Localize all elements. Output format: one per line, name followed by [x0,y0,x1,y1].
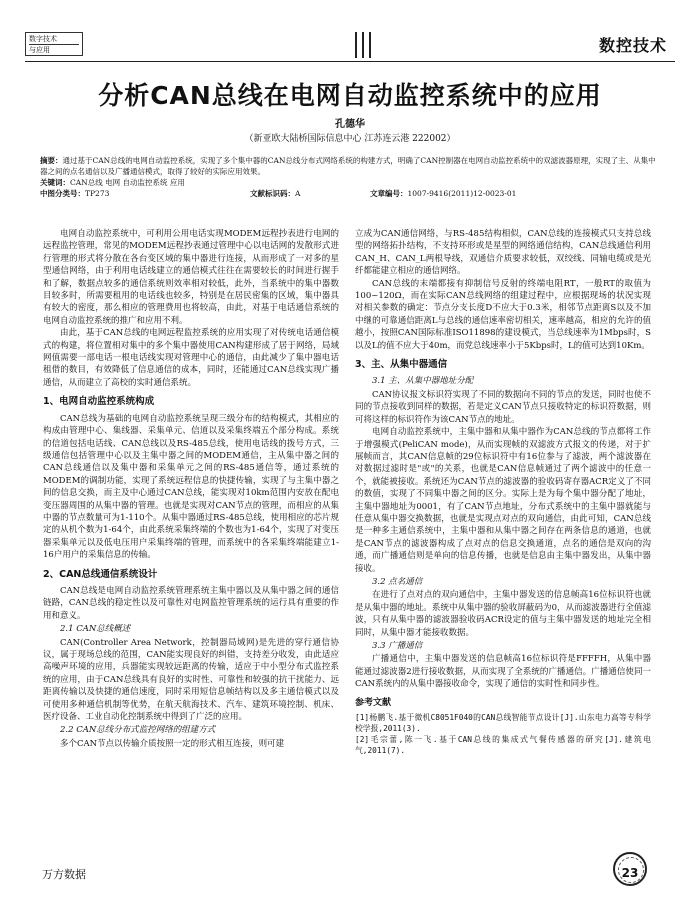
classification-row [40,188,660,199]
abstract [40,155,660,188]
section-title: 数控技术 [598,36,667,55]
paragraph: 立成为CAN通信网络，与RS-485结构相似，CAN总线的连接模式只支持总线型的网络拓扑结构，不支持环形或是星型的网络通信结构，CAN总线通信利用CAN_H、CAN_L两根导线，双通信介质要求较低，双绞线、同轴电缆或是光纤都能建立相应的通信网络。 [355,229,651,277]
affiliation: （新亚欧大陆桥国际信息中心 江苏连云港 222002） [244,134,456,144]
paragraph: CAN协议报文标识符实现了不同的数据向不同的节点的发送，同时也使不同的节点接收到同样的数据，若是定义CAN节点只接收特定的标识符数据，则可将这样的标识符作为该CAN节点的地址。 [355,389,651,425]
reference-item: [2]毛宗蕾,陈一飞.基于CAN总线的集成式气餐传感器的研究[J].建筑电气,2011(7). [355,735,651,756]
section-heading: 1、电网自动监控系统构成 [43,396,155,408]
paragraph: 在进行了点对点的双向通信中，主集中器发送的信息帧高16位标识符也就是从集中器的地址。系统中从集中器的验收屏蔽码为0，从而滤波器进行全值滤波，只有从集中器的滤波器验收码ACR设定的值与主集中器发送的地址完全相同时，从集中器才能接收数据。 [355,590,651,638]
abstract-label: 摘要： [40,156,63,165]
section-heading: 2、CAN总线通信系统设计 [43,568,158,580]
paragraph: CAN总线的末端都接有抑制信号反射的终端电阻RT，一般RT的取值为100~120Ω，而在实际CAN总线网络的组建过程中，应根据现场的状况实现对相关参数的确定：节点分支长度D不应大于0.3米，相邻节点距离S以及不加中继的可靠通信距离L与总线的通信速率密切相关，速率越高，相应的允许的值越小，按照CAN国际标准ISO11898的建设模式，当总线速率为1Mbps时，S以及L的值不应大于40m，而党总线速率小于5Kbps时，L的值可达到10Km。 [355,278,651,351]
header-divider-icon [355,32,371,58]
paragraph: 电网自动监控系统中，主集中器和从集中器作为CAN总线的节点都将工作于增强模式(PeliCAN mode)，从而实现帧的双滤波方式报文的传递，对于扩展帧而言，其CAN信息帧的29位标识符中有16位参与了滤波，两个滤波器在对数据过滤时是"或"的关系，也就是CAN信息帧通过了两个滤波中的任意一个，就能被接收。系统还为CAN节点的滤波器的验收码寄存器ACR定义了不同的数值，实现了不同集中器之间的区分。实际上是为每个集中器分配了地址，主集中器地址为0001，有了CAN节点地址，分布式系统中的主集中器就能与任意从集中器交换数据，也就是实现点对点的双向通信，由此可知，CAN总线是一种多主通信系统中，主集中器和从集中器之间存在两条信息的通道，也就是CAN节点的滤波器构成了点对点的信息交换通道，点名的通信是双向的沟通，而广播通信则是单向的信息传播，也就是信息由主集中器发出，从集中器接收。 [355,427,651,574]
logo-line2: 与应用 [29,44,79,55]
section-heading: 3、主、从集中器通信 [355,359,448,371]
keywords: CAN总线 电网 自动监控系统 应用 [70,178,185,187]
paragraph: 广播通信中，主集中器发送的信息帧高16位标识符是FFFFH，从集中器能通过滤波器2进行接收数据，从而实现了全系统的广播通信。广播通信使同一CAN系统内的从集中器接收命令，实现了通信的实时性和同步性。 [355,654,651,690]
clc-value: TP273 [85,189,110,198]
right-column [355,228,651,756]
keywords-label: 关键词： [40,178,70,187]
logo-line1: 数字技术 [29,35,57,43]
footer-source: 万方数据 [42,868,86,881]
journal-logo [25,32,83,56]
page-header [25,26,675,62]
clc-label: 中图分类号： [40,189,85,198]
doc-code-label: 文献标识码： [250,189,295,198]
paragraph: CAN总线为基础的电网自动监控系统呈现三级分布的结构模式，其相应的构成由管理中心、集线器、采集单元、信道以及采集终端五个部分构成。系统的信道包括电话线、CAN总线以及RS-485总线，使用电话线的拨号方式，三级通信包括管理中心以及主集中器之间的MODEM通信，主从集中器之间的CAN总线通信以及集中器和采集单元之间的RS-485通信等，通过系统的MODEM的调制功能，实现了系统远程信息的快捷传输，实现了与主集中器之间的信息交换，而主及中心通过CAN总线，能实现对10km范围内安放在配电变压器周围的从集中器的管理。也就是实现对CAN节点的管理，而相应的从集中器的节点数量可为1-110个。从集中器通过RS-485总线，使用相应的芯片规定的从机个数为1-64个，由此系统采集终端的个数也为1-64个，实现了对变压器采集单元以及低电压用户采集终端的管理，而系统中的各采集终端能建立1-16户用户的采集信息的传输。 [43,413,339,561]
paragraph: CAN(Controller Area Network，控制器局域网)是先进的穿行通信协议，属于现场总线的范围，CAN能实现良好的纠错，支持差分收发，由此适应高噪声环境的应用，兵器能实现较远距离的传输，适应于中小型分布式监控系统的应用，由于CAN总线具有良好的实时性、可靠性和较强的抗干扰能力、远距离传输以及快捷的通信速度，同时采用短信息帧结构以及多主通信模式以及可使用多种通信机制等优势，在航天航海技术、汽车、建筑环境控制、机床、医疗设备、工业自动化控制系统中得到了广泛的应用。 [43,637,339,723]
article-no-value: 1007-9416(2011)12-0023-01 [407,189,517,198]
subsection-heading: 3.1 主、从集中器地址分配 [372,376,474,387]
subsection-heading: 3.2 点名通信 [372,576,423,587]
reference-item: [1]杨鹏飞.基于微机C8051F040的CAN总线智能节点设计[J].山东电力高等专科学校学报,2011(3). [355,713,651,734]
subsection-heading: 2.2 CAN总线分布式监控网络的组建方式 [60,725,216,736]
article-title: 分析CAN总线在电网自动监控系统中的应用 [98,81,602,110]
paragraph: CAN总线是电网自动监控系统管理系统主集中器以及从集中器之间的通信链路，CAN总线的稳定性以及可靠性对电网监控管理系统的运行具有重要的作用和意义。 [43,585,339,621]
paragraph: 由此，基于CAN总线的电网远程监控系统的应用实现了对传统电话通信模式的构建，将位置相对集中的多个集中器使用CAN构建形成了居于网络，局域网值需要一部电话一根电话线实现对管理中心的通信，由此减少了集中器电话租借的数目，有效降低了信息通信的成本，同时，还能通过CAN总线实现广播通信，从而建立了高校的实时通信系统。 [43,328,339,388]
subsection-heading: 3.3 广播通信 [372,641,423,651]
references-heading: 参考文献 [355,697,392,708]
article-no-label: 文章编号： [370,189,408,198]
subsection-heading: 2.1 CAN总线概述 [60,624,131,635]
page-number-badge: 23 [613,852,647,886]
doc-code-value: A [295,189,301,198]
paragraph: 电网自动监控系统中，可利用公用电话实现MODEM远程抄表进行电网的远程监控管理，常见的MODEM远程抄表通过管理中心以电话网的发散形式进行管理的形式将分散在各台变区域的集中器进行连接，从而形成了一对多的星型通信网络，由于利用电话线建立的通信模式往往在需要较长的时间进行握手和了解，数据点较多的通信系统则效率相对较低，此外，当系统中的集中器数目较多时，所需要租用的电话线也较多，特别是在居民密集的区域，集中器具有较大的密度，那么相应的管理费用也将较高，由此，对基于电话通信系统的电网自动监控系统的推广和应用不利。 [43,229,339,326]
author: 孔德华 [335,119,365,130]
left-column [43,228,339,750]
paragraph: 多个CAN节点以传输介质按照一定的形式相互连接，则可建 [60,738,285,749]
abstract-text: 通过基于CAN总线的电网自动监控系统，实现了多个集中器的CAN总线分布式网络系统的构建方式，明确了CAN控制器在电网自动监控系统中的双滤波器原理，实现了主、从集中器之间的点名通信以及广播通信模式，取得了较好的实际应用效果。 [40,156,656,176]
